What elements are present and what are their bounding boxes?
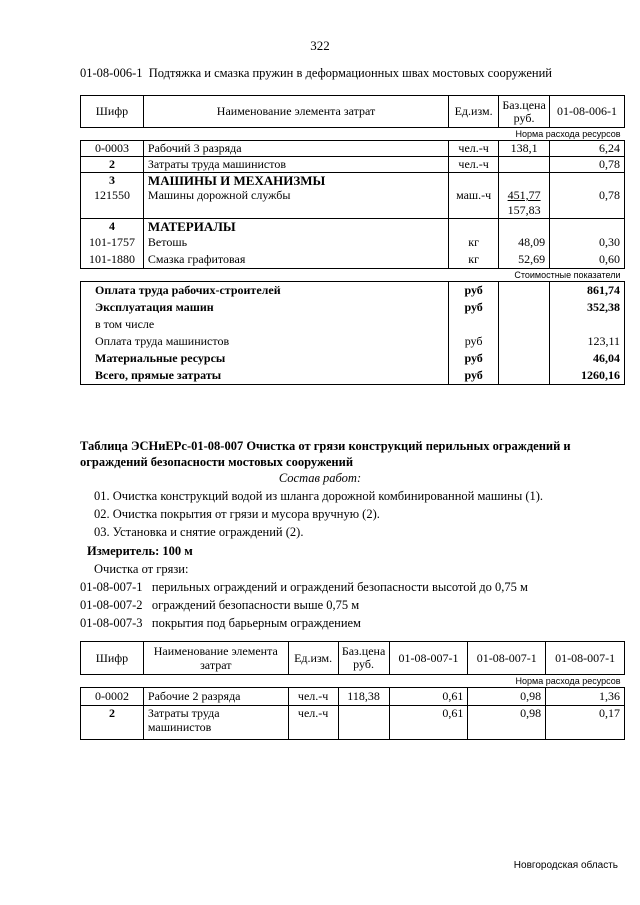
header-cipher: Шифр bbox=[81, 642, 144, 675]
cost-unit: руб bbox=[449, 367, 499, 385]
cell-cipher: 101-1757 bbox=[81, 234, 144, 251]
measure: Измеритель: 100 м bbox=[87, 544, 193, 558]
cell-price bbox=[499, 173, 550, 189]
cell-price: 48,09 bbox=[499, 234, 550, 251]
header-cipher: Шифр bbox=[81, 96, 144, 128]
cost-empty bbox=[499, 333, 550, 350]
cell-price bbox=[338, 706, 389, 740]
table-row bbox=[81, 234, 625, 251]
cell-value bbox=[550, 173, 625, 189]
cost-row bbox=[81, 282, 625, 300]
cell-value-1: 0,61 bbox=[389, 706, 468, 740]
norm-label-row bbox=[81, 675, 625, 688]
header-name: Наименование элемента затрат bbox=[143, 642, 288, 675]
cost-name: Всего, прямые затраты bbox=[81, 367, 449, 385]
cell-value-1: 0,61 bbox=[389, 688, 468, 706]
cell-name: Машины дорожной службы bbox=[143, 188, 448, 219]
variant-line bbox=[80, 598, 359, 613]
table1-caption bbox=[80, 66, 552, 81]
cost-empty bbox=[499, 316, 550, 333]
cost-unit bbox=[449, 316, 499, 333]
work-item: 02. Очистка покрытия от грязи и мусора вручную (2). bbox=[94, 507, 380, 521]
cell-cipher: 0-0003 bbox=[81, 141, 144, 157]
variant-line bbox=[80, 580, 528, 595]
cell-name: МАТЕРИАЛЫ bbox=[143, 219, 448, 235]
table-row bbox=[81, 141, 625, 157]
cost-value: 352,38 bbox=[550, 299, 625, 316]
cell-cipher: 2 bbox=[81, 706, 144, 740]
variant-text: перильных ограждений и ограждений безопасности высотой до 0,75 м bbox=[151, 580, 528, 594]
cost-label-row bbox=[81, 269, 625, 282]
header-price: Баз.цена руб. bbox=[338, 642, 389, 675]
cost-name: Оплата труда машинистов bbox=[81, 333, 449, 350]
table-row bbox=[81, 688, 625, 706]
table2 bbox=[80, 641, 625, 740]
table-row bbox=[81, 173, 625, 189]
variant-code: 01-08-007-1 bbox=[80, 580, 143, 594]
cell-unit: маш.-ч bbox=[449, 188, 499, 219]
cost-value: 123,11 bbox=[550, 333, 625, 350]
cost-value: 861,74 bbox=[550, 282, 625, 300]
cell-cipher: 121550 bbox=[81, 188, 144, 219]
cell-name: Ветошь bbox=[143, 234, 448, 251]
cost-name: в том числе bbox=[81, 316, 449, 333]
works-heading: Состав работ: bbox=[278, 471, 362, 485]
cell-value: 0,60 bbox=[550, 251, 625, 269]
table-row bbox=[81, 706, 625, 740]
table-row bbox=[81, 251, 625, 269]
norm-label-row bbox=[81, 128, 625, 141]
header-col: 01-08-006-1 bbox=[550, 96, 625, 128]
header-name: Наименование элемента затрат bbox=[143, 96, 448, 128]
cell-name: Затраты труда машинистов bbox=[143, 706, 288, 740]
cost-value: 46,04 bbox=[550, 350, 625, 367]
cell-cipher: 101-1880 bbox=[81, 251, 144, 269]
cell-unit bbox=[449, 219, 499, 235]
cost-empty bbox=[499, 299, 550, 316]
table2-header-row bbox=[81, 642, 625, 675]
cost-unit: руб bbox=[449, 350, 499, 367]
table1-code: 01-08-006-1 bbox=[80, 66, 143, 80]
cell-value-2: 0,98 bbox=[468, 688, 546, 706]
cell-unit: чел.-ч bbox=[288, 706, 338, 740]
cell-price: 138,1 bbox=[499, 141, 550, 157]
cell-unit bbox=[449, 173, 499, 189]
norm-label: Норма расхода ресурсов bbox=[81, 128, 625, 141]
header-col-2: 01-08-007-1 bbox=[468, 642, 546, 675]
cost-unit: руб bbox=[449, 282, 499, 300]
cost-row bbox=[81, 367, 625, 385]
cell-value-2: 0,98 bbox=[468, 706, 546, 740]
cost-empty bbox=[499, 367, 550, 385]
table-row bbox=[81, 188, 625, 219]
cost-row bbox=[81, 316, 625, 333]
cell-unit: кг bbox=[449, 251, 499, 269]
cell-price: 52,69 bbox=[499, 251, 550, 269]
variant-text: покрытия под барьерным ограждением bbox=[151, 616, 361, 630]
variant-code: 01-08-007-3 bbox=[80, 616, 143, 630]
header-col-1: 01-08-007-1 bbox=[389, 642, 468, 675]
cell-name: Рабочие 2 разряда bbox=[143, 688, 288, 706]
variant-text: ограждений безопасности выше 0,75 м bbox=[151, 598, 360, 612]
cell-price bbox=[499, 219, 550, 235]
cell-value: 6,24 bbox=[550, 141, 625, 157]
cost-empty bbox=[499, 350, 550, 367]
cost-unit: руб bbox=[449, 299, 499, 316]
cell-cipher: 4 bbox=[81, 219, 144, 235]
price-second: 157,83 bbox=[507, 203, 541, 217]
cost-row bbox=[81, 333, 625, 350]
price-underlined: 451,77 bbox=[507, 188, 541, 202]
cell-value-3: 1,36 bbox=[546, 688, 625, 706]
cell-price bbox=[499, 188, 550, 219]
cell-unit: чел.-ч bbox=[449, 157, 499, 173]
cell-value: 0,30 bbox=[550, 234, 625, 251]
cost-row bbox=[81, 299, 625, 316]
table1-header-row bbox=[81, 96, 625, 128]
cell-price bbox=[499, 157, 550, 173]
header-unit: Ед.изм. bbox=[449, 96, 499, 128]
cell-cipher: 2 bbox=[81, 157, 144, 173]
cell-unit: чел.-ч bbox=[449, 141, 499, 157]
table1 bbox=[80, 95, 625, 385]
cell-unit: кг bbox=[449, 234, 499, 251]
cell-cipher: 3 bbox=[81, 173, 144, 189]
cell-value: 0,78 bbox=[550, 157, 625, 173]
table1-caption-text: Подтяжка и смазка пружин в деформационных швах мостовых сооружений bbox=[148, 66, 552, 80]
cell-cipher: 0-0002 bbox=[81, 688, 144, 706]
cost-value bbox=[550, 316, 625, 333]
cell-name: Затраты труда машинистов bbox=[143, 157, 448, 173]
cost-row bbox=[81, 350, 625, 367]
cost-unit: руб bbox=[449, 333, 499, 350]
cell-price: 118,38 bbox=[338, 688, 389, 706]
cost-name: Материальные ресурсы bbox=[81, 350, 449, 367]
work-item: 01. Очистка конструкций водой из шланга дорожной комбинированной машины (1). bbox=[94, 489, 544, 503]
table-row bbox=[81, 157, 625, 173]
cost-value: 1260,16 bbox=[550, 367, 625, 385]
work-item: 03. Установка и снятие ограждений (2). bbox=[94, 525, 304, 539]
cell-name: Рабочий 3 разряда bbox=[143, 141, 448, 157]
cost-label: Стоимостные показатели bbox=[81, 269, 625, 282]
variant-code: 01-08-007-2 bbox=[80, 598, 143, 612]
cell-value-3: 0,17 bbox=[546, 706, 625, 740]
header-col-3: 01-08-007-1 bbox=[546, 642, 625, 675]
norm-label: Норма расхода ресурсов bbox=[81, 675, 625, 688]
cell-name: Смазка графитовая bbox=[143, 251, 448, 269]
table-row bbox=[81, 219, 625, 235]
cell-name: МАШИНЫ И МЕХАНИЗМЫ bbox=[143, 173, 448, 189]
cost-empty bbox=[499, 282, 550, 300]
footer-region: Новгородская область bbox=[513, 860, 618, 871]
cell-value: 0,78 bbox=[550, 188, 625, 219]
cell-unit: чел.-ч bbox=[288, 688, 338, 706]
page-number: 322 bbox=[310, 38, 330, 53]
cost-name: Оплата труда рабочих-строителей bbox=[81, 282, 449, 300]
cleaning-label: Очистка от грязи: bbox=[94, 562, 189, 576]
cost-name: Эксплуатация машин bbox=[81, 299, 449, 316]
table2-title: Таблица ЭСНиЕРс-01-08-007 Очистка от грязи конструкций перильных ограждений и ограждений безопасности мостовых сооружений bbox=[80, 439, 571, 469]
header-price: Баз.цена руб. bbox=[499, 96, 550, 128]
variant-line bbox=[80, 616, 361, 631]
header-unit: Ед.изм. bbox=[288, 642, 338, 675]
cell-value bbox=[550, 219, 625, 235]
